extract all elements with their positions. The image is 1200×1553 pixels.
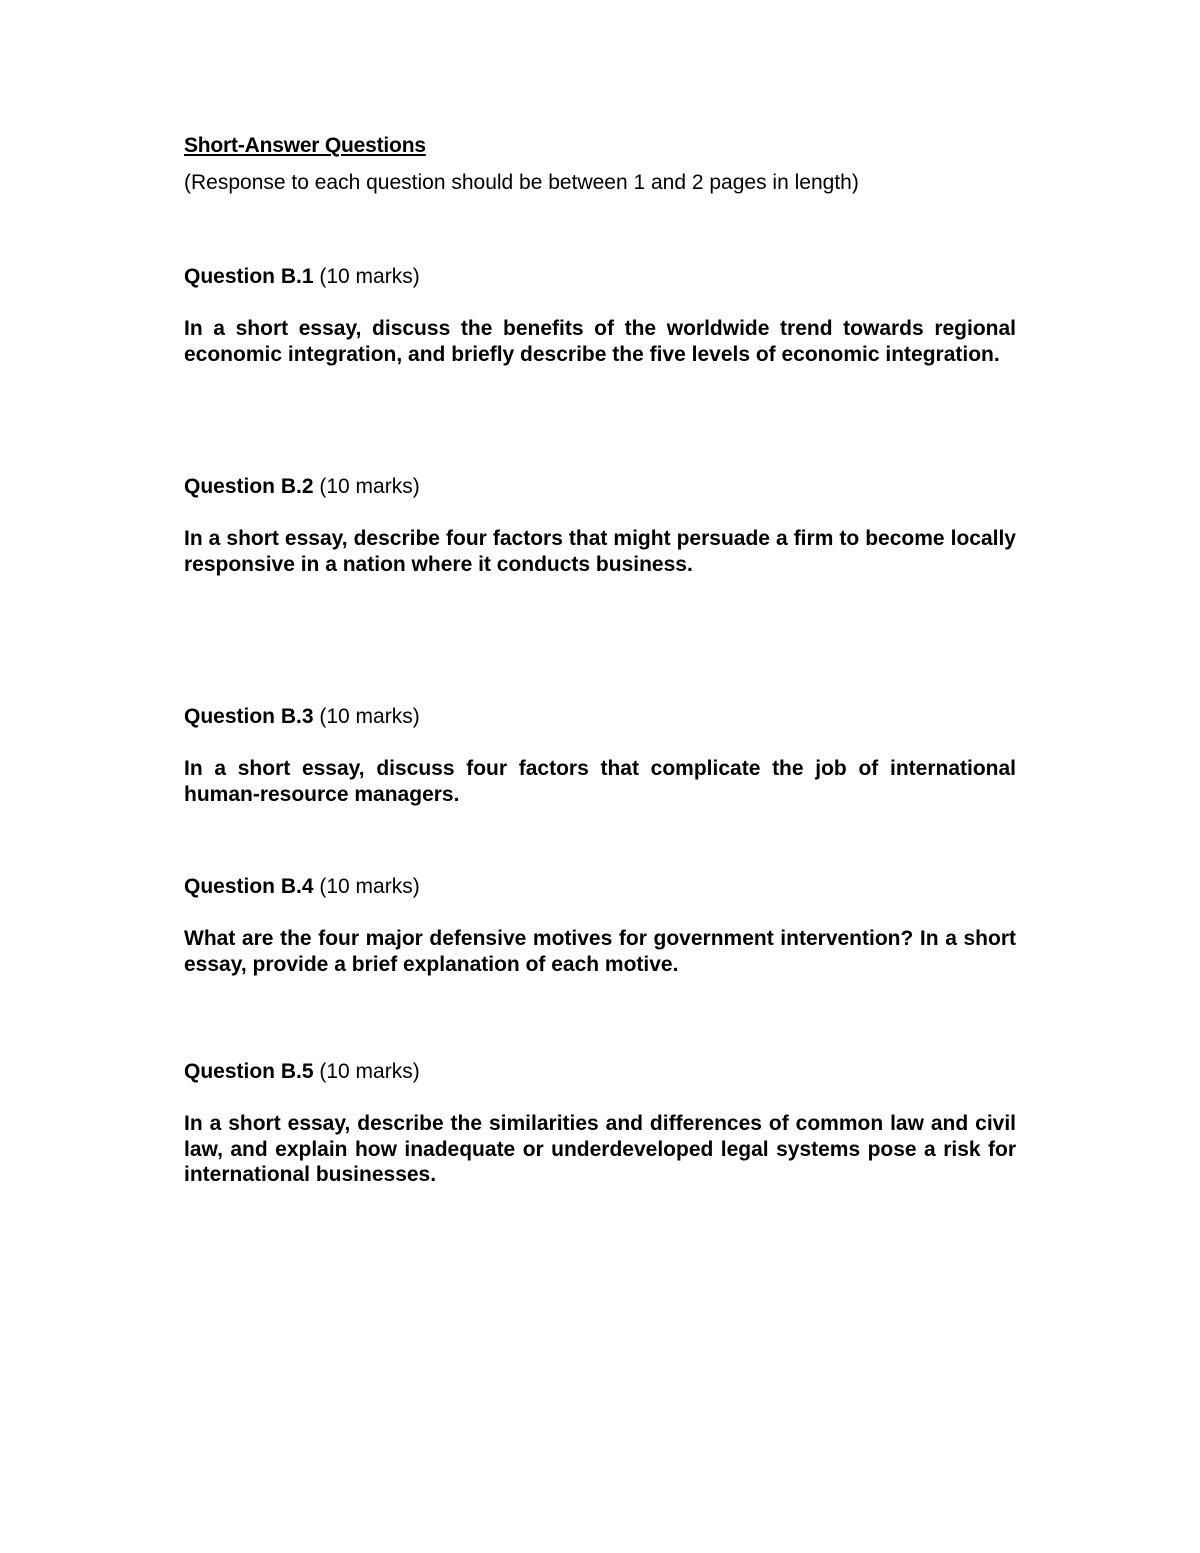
question-marks: (10 marks) <box>319 705 420 728</box>
question-text: In a short essay, describe the similarities and differences of common law and civil law, and explain how inadequate or underdeveloped legal systems pose a risk for international businesses. <box>184 1112 1016 1186</box>
document-content <box>184 131 1016 1186</box>
question-text: In a short essay, describe four factors that might persuade a firm to become locally responsive in a nation where it conducts business. <box>184 527 1016 576</box>
question-label: Question B.3 <box>184 705 314 728</box>
question-marks: (10 marks) <box>319 265 420 288</box>
question-text: In a short essay, discuss four factors that complicate the job of international human-resource managers. <box>184 757 1016 806</box>
question-heading <box>184 1057 1016 1087</box>
section-subtitle: (Response to each question should be between 1 and 2 pages in length) <box>184 171 859 194</box>
question-label: Question B.1 <box>184 265 314 288</box>
question-b3 <box>184 702 1016 807</box>
question-label: Question B.2 <box>184 475 314 498</box>
question-b4 <box>184 872 1016 977</box>
question-text: In a short essay, discuss the benefits of the worldwide trend towards regional economic integration, and briefly describe the five levels of economic integration. <box>184 317 1016 366</box>
question-marks: (10 marks) <box>319 875 420 898</box>
section-title: Short-Answer Questions <box>184 134 426 157</box>
question-marks: (10 marks) <box>319 1060 420 1083</box>
question-label: Question B.4 <box>184 875 314 898</box>
question-heading <box>184 702 1016 732</box>
question-heading <box>184 262 1016 292</box>
question-marks: (10 marks) <box>319 475 420 498</box>
question-label: Question B.5 <box>184 1060 314 1083</box>
question-b2 <box>184 472 1016 577</box>
question-b1 <box>184 262 1016 367</box>
question-text: What are the four major defensive motives for government intervention? In a short essay, provide a brief explanation of each motive. <box>184 927 1016 976</box>
question-heading <box>184 472 1016 502</box>
question-heading <box>184 872 1016 902</box>
question-b5 <box>184 1057 1016 1188</box>
